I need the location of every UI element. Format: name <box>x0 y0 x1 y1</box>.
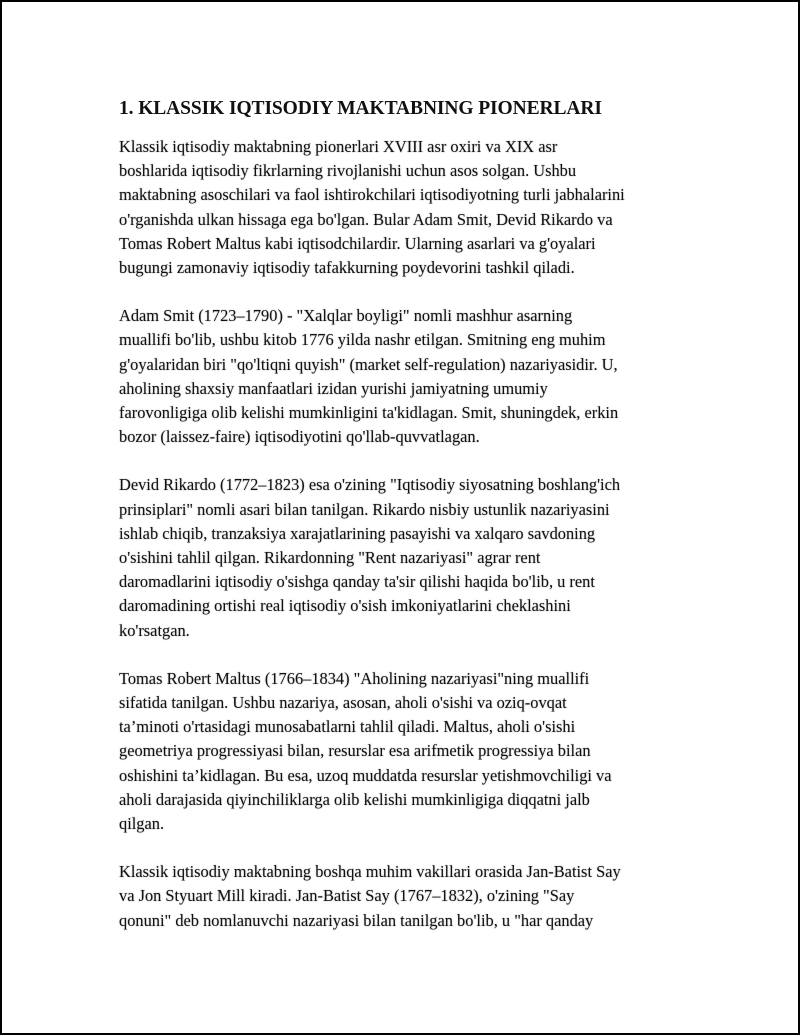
text-line: muallifi bo'lib, ushbu kitob 1776 yilda nashr etilgan. Smitning eng muhim <box>119 330 606 350</box>
text-line: qilgan. <box>119 814 165 834</box>
text-line: bozor (laissez-faire) iqtisodiyotini qo'llab-quvvatlagan. <box>119 427 480 447</box>
text-line: daromadining ortishi real iqtisodiy o'sish imkoniyatlarini cheklashini <box>119 596 571 616</box>
text-line: o'sishini tahlil qilgan. Rikardonning "Rent nazariyasi" agrar rent <box>119 548 541 568</box>
section-heading: 1. KLASSIK IQTISODIY MAKTABNING PIONERLARI <box>119 98 602 119</box>
text-line: bugungi zamonaviy iqtisodiy tafakkurning poydevorini tashkil qiladi. <box>119 258 575 278</box>
text-line: Devid Rikardo (1772–1823) esa o'zining "Iqtisodiy siyosatning boshlang'ich <box>119 475 621 495</box>
text-line: geometriya progressiyasi bilan, resurslar esa arifmetik progressiya bilan <box>119 741 591 761</box>
paragraph-list <box>119 135 699 933</box>
text-line: va Jon Styuart Mill kiradi. Jan-Batist Say (1767–1832), o'zining "Say <box>119 886 575 906</box>
text-line: Tomas Robert Maltus kabi iqtisodchilardir. Ularning asarlari va g'oyalari <box>119 233 596 253</box>
text-line: sifatida tanilgan. Ushbu nazariya, asosan, aholi o'sishi va oziq-ovqat <box>119 693 567 713</box>
text-line: aholining shaxsiy manfaatlari izidan yurishi jamiyatning umumiy <box>119 378 548 398</box>
text-line: farovonligiga olib kelishi mumkinligini ta'kidlagan. Smit, shuningdek, erkin <box>119 403 619 423</box>
body-paragraph <box>119 860 699 933</box>
text-line: Klassik iqtisodiy maktabning boshqa muhim vakillari orasida Jan-Batist Say <box>119 862 621 882</box>
text-line: Adam Smit (1723–1790) - "Xalqlar boyligi" nomli mashhur asarning <box>119 306 573 326</box>
body-paragraph <box>119 135 699 280</box>
text-line: aholi darajasida qiyinchiliklarga olib kelishi mumkinligiga diqqatni jalb <box>119 789 590 809</box>
text-line: boshlarida iqtisodiy fikrlarning rivojlanishi uchun asos solgan. Ushbu <box>119 161 577 181</box>
body-paragraph <box>119 667 699 836</box>
body-paragraph <box>119 304 699 449</box>
body-paragraph <box>119 473 699 642</box>
text-line: maktabning asoschilari va faol ishtirokchilari iqtisodiyotning turli jabhalarini <box>119 185 625 205</box>
text-line: Tomas Robert Maltus (1766–1834) "Aholining nazariyasi"ning muallifi <box>119 668 590 688</box>
text-line: ta’minoti o'rtasidagi munosabatlarni tahlil qiladi. Maltus, aholi o'sishi <box>119 717 576 737</box>
text-line: daromadlarini iqtisodiy o'sishga qanday ta'sir qilishi haqida bo'lib, u rent <box>119 572 595 592</box>
text-line: ishlab chiqib, tranzaksiya xarajatlarining pasayishi va xalqaro savdoning <box>119 523 596 543</box>
text-line: ko'rsatgan. <box>119 620 190 640</box>
text-line: prinsiplari" nomli asari bilan tanilgan. Rikardo nisbiy ustunlik nazariyasini <box>119 499 610 519</box>
text-line: oshishini ta’kidlagan. Bu esa, uzoq muddatda resurslar yetishmovchiligi va <box>119 765 612 785</box>
document-body <box>119 95 699 957</box>
text-line: qonuni" deb nomlanuvchi nazariyasi bilan tanilgan bo'lib, u "har qanday <box>119 910 594 930</box>
text-line: Klassik iqtisodiy maktabning pionerlari XVIII asr oxiri va XIX asr <box>119 137 558 156</box>
text-line: o'rganishda ulkan hissaga ega bo'lgan. Bular Adam Smit, Devid Rikardo va <box>119 209 613 229</box>
text-line: g'oyalaridan biri "qo'ltiqni quyish" (market self-regulation) nazariyasidir. U, <box>119 354 618 374</box>
